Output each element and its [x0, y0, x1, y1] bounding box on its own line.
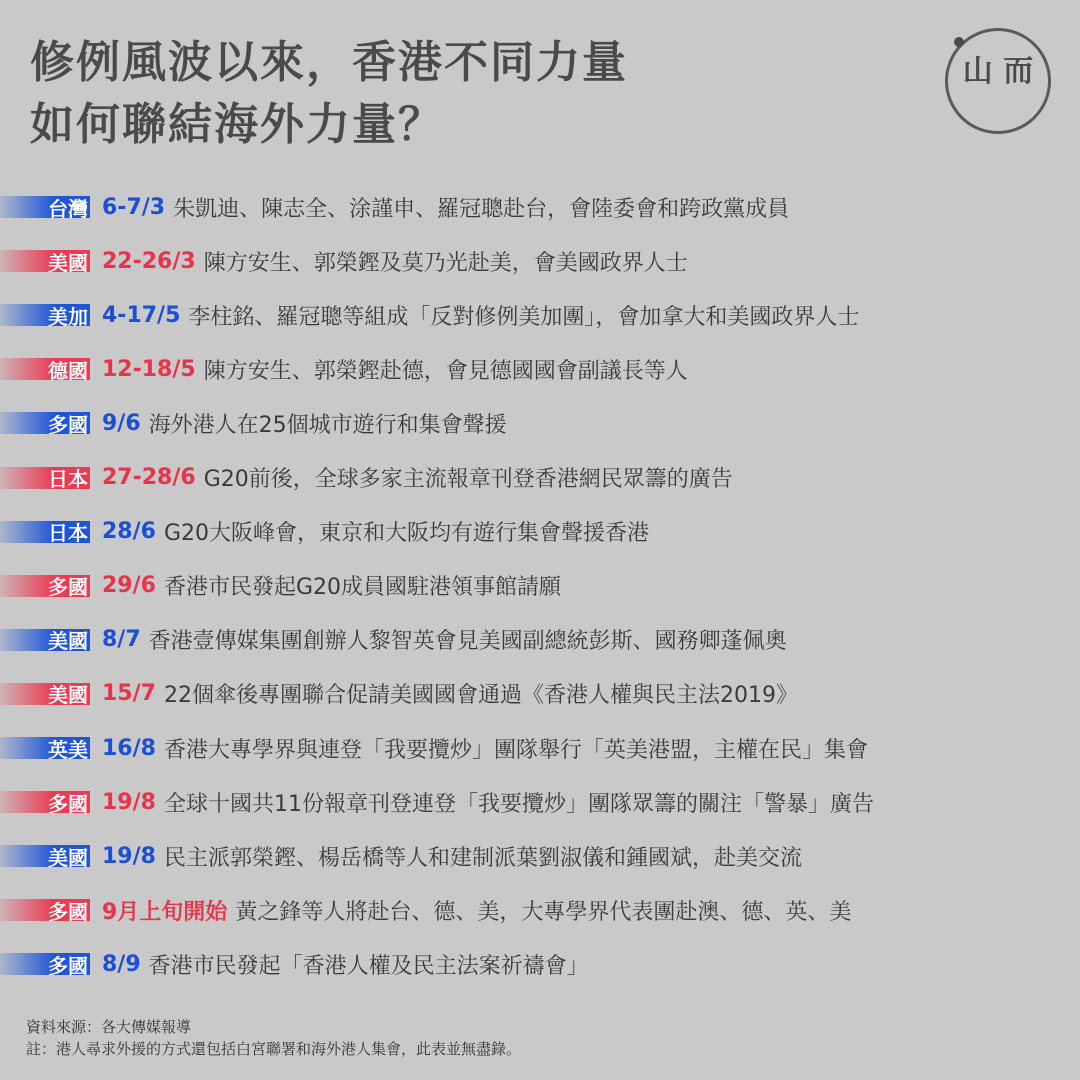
event-description: 民主派郭榮鏗、楊岳橋等人和建制派葉劉淑儀和鍾國斌，赴美交流 — [163, 845, 802, 871]
event-date: 19/8 — [102, 789, 156, 815]
brand-logo — [945, 28, 1051, 134]
region-tag: 多國 — [0, 953, 90, 975]
region-tag: 多國 — [0, 791, 90, 813]
event-description: 黃之鋒等人將赴台、德、美，大專學界代表團赴澳、德、英、美 — [235, 899, 852, 925]
timeline-row — [0, 613, 787, 667]
footnote: 註：港人尋求外援的方式還包括白宮聯署和海外港人集會，此表並無盡錄。 — [26, 1040, 522, 1058]
timeline-row — [0, 775, 874, 829]
event-date: 8/7 — [102, 627, 141, 653]
region-tag: 美國 — [0, 683, 90, 705]
timeline-row — [0, 288, 859, 342]
source-note: 資料來源：各大傳媒報導 — [26, 1018, 192, 1036]
event-description: G20前後，全球多家主流報章刊登香港網民眾籌的廣告 — [203, 467, 733, 492]
region-tag: 日本 — [0, 467, 90, 489]
event-description: G20大阪峰會，東京和大阪均有遊行集會聲援香港 — [163, 521, 650, 547]
footer — [26, 1016, 521, 1060]
event-date: 19/8 — [102, 843, 156, 869]
event-description: 香港市民發起G20成員國駐港領事館請願 — [163, 575, 562, 601]
timeline-row — [0, 559, 561, 613]
timeline-row — [0, 505, 649, 559]
event-date: 6-7/3 — [102, 194, 166, 220]
event-date: 29/6 — [102, 573, 156, 599]
event-description: 香港壹傳媒集團創辦人黎智英會見美國副總統彭斯、國務卿蓬佩奧 — [148, 629, 787, 655]
region-tag: 多國 — [0, 899, 90, 921]
region-tag: 多國 — [0, 575, 90, 597]
event-description: 全球十國共11份報章刊登連登「我要攬炒」團隊眾籌的關注「警暴」廣告 — [163, 791, 874, 817]
event-date: 22-26/3 — [102, 248, 196, 274]
event-description: 陳方安生、郭榮鏗及莫乃光赴美，會美國政界人士 — [203, 250, 688, 276]
event-date: 16/8 — [102, 735, 156, 761]
timeline-row — [0, 721, 868, 775]
event-description: 朱凱迪、陳志全、涂謹申、羅冠聰赴台，會陸委會和跨政黨成員 — [173, 196, 790, 222]
title-line-1: 修例風波以來，香港不同力量 — [30, 37, 628, 88]
event-date: 9月上旬開始 — [102, 899, 228, 925]
event-description: 香港市民發起「香港人權及民主法案祈禱會」 — [148, 953, 589, 979]
timeline-row — [0, 342, 688, 396]
region-tag: 台灣 — [0, 196, 90, 218]
event-date: 4-17/5 — [102, 302, 181, 328]
title-line-2: 如何聯結海外力量？ — [30, 99, 444, 150]
timeline-row — [0, 451, 733, 505]
event-description: 22個傘後專團聯合促請美國國會通過《香港人權與民主法2019》 — [163, 683, 798, 709]
event-description: 海外港人在25個城市遊行和集會聲援 — [148, 412, 507, 438]
event-date: 27-28/6 — [102, 465, 196, 490]
region-tag: 多國 — [0, 412, 90, 434]
page-title — [30, 32, 628, 156]
event-date: 28/6 — [102, 519, 156, 545]
timeline-row — [0, 937, 589, 991]
event-description: 陳方安生、郭榮鏗赴德，會見德國國會副議長等人 — [203, 358, 688, 384]
region-tag: 英美 — [0, 737, 90, 759]
timeline-row — [0, 180, 789, 234]
timeline-row — [0, 667, 798, 721]
region-tag: 美加 — [0, 304, 90, 326]
event-date: 12-18/5 — [102, 356, 196, 382]
logo-dot-icon — [954, 37, 964, 47]
event-description: 香港大專學界與連登「我要攬炒」團隊舉行「英美港盟，主權在民」集會 — [163, 737, 868, 763]
logo-text: 山 而 — [962, 54, 1034, 89]
region-tag: 美國 — [0, 845, 90, 867]
event-date: 15/7 — [102, 681, 156, 707]
timeline-row — [0, 396, 507, 450]
event-date: 9/6 — [102, 410, 141, 436]
event-date: 8/9 — [102, 951, 141, 977]
region-tag: 美國 — [0, 250, 90, 272]
timeline-row — [0, 829, 802, 883]
region-tag: 德國 — [0, 358, 90, 380]
event-description: 李柱銘、羅冠聰等組成「反對修例美加團」，會加拿大和美國政界人士 — [188, 304, 860, 330]
timeline-row — [0, 883, 851, 937]
region-tag: 美國 — [0, 629, 90, 651]
timeline-row — [0, 234, 688, 288]
region-tag: 日本 — [0, 521, 90, 543]
